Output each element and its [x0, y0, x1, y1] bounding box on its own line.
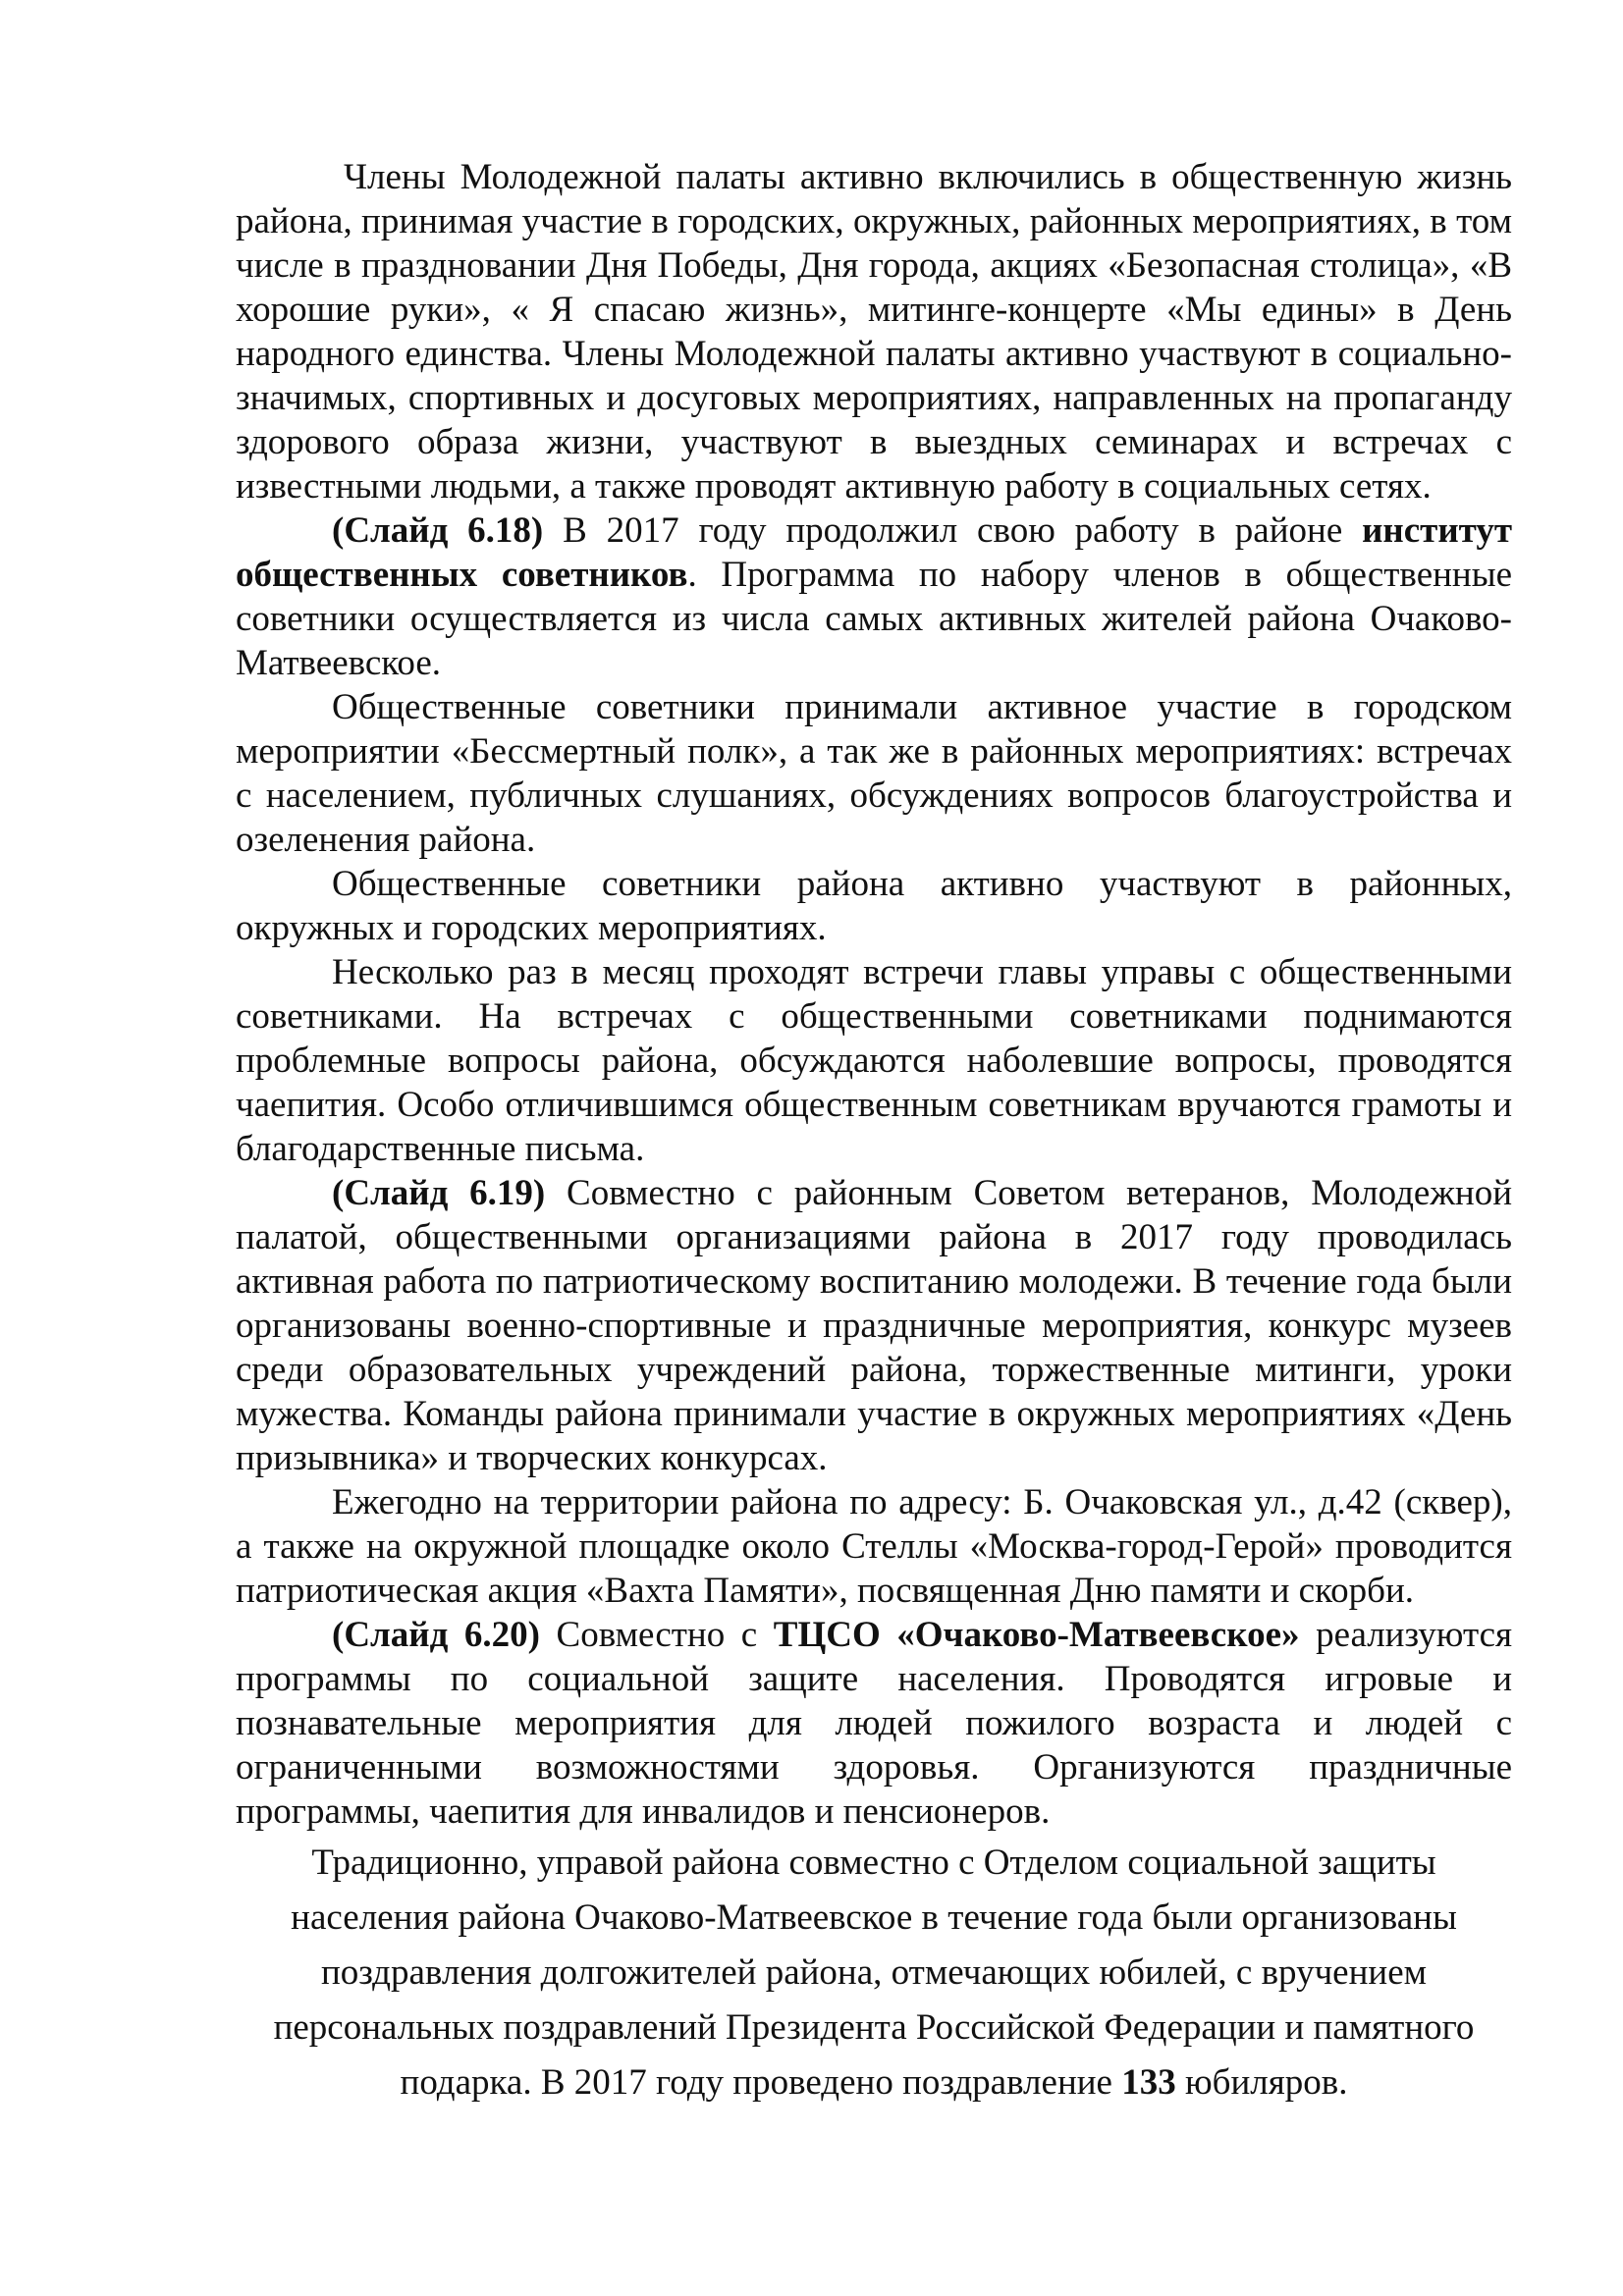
highlighted-number: 133: [1121, 2062, 1176, 2103]
paragraph-slide-6-18: [236, 508, 1512, 685]
paragraph-text: Общественные советники района активно участвуют в районных, окружных и городских мероприятиях.: [236, 864, 1512, 948]
paragraph-long-livers-congratulations: [236, 1836, 1512, 2110]
paragraph-slide-6-20: [236, 1613, 1512, 1834]
paragraph-youth-chamber: [236, 155, 1512, 508]
paragraph-slide-6-19: [236, 1171, 1512, 1480]
paragraph-advisors-meetings: [236, 950, 1512, 1171]
paragraph-text: Ежегодно на территории района по адресу: Б. Очаковская ул., д.42 (сквер), а также на окружной площадке около Стеллы «Москва-город-Герой» проводится патриотическая акция «Вахта Памяти», посвященная Дню памяти и скорби.: [236, 1482, 1512, 1611]
paragraph-text: Совместно с районным Советом ветеранов, Молодежной палатой, общественными организациями района в 2017 году проводилась активная работа по патриотическому воспитанию молодежи. В течение года были организованы военно-спортивные и праздничные мероприятия, конкурс музеев среди образовательных учреждений района, торжественные митинги, уроки мужества. Команды района принимали участие в окружных мероприятиях «День призывника» и творческих конкурсах.: [236, 1173, 1512, 1478]
paragraph-text: реализуются программы по социальной защите населения. Проводятся игровые и познавательные мероприятия для людей пожилого возраста и людей с ограниченными возможностями здоровья. Организуются праздничные программы, чаепития для инвалидов и пенсионеров.: [236, 1615, 1513, 1832]
slide-reference: (Слайд 6.20): [332, 1615, 540, 1655]
paragraph-text: Общественные советники принимали активное участие в городском мероприятии «Бессмертный полк», а так же в районных мероприятиях: встречах с населением, публичных слушаниях, обсуждениях вопросов благоустройства и озеленения района.: [236, 687, 1512, 860]
slide-reference: (Слайд 6.19): [332, 1173, 546, 1213]
highlighted-term: ТЦСО «Очаково-Матвеевское»: [773, 1615, 1300, 1655]
paragraph-text: Несколько раз в месяц проходят встречи главы управы с общественными советниками. На встречах с общественными советниками поднимаются проблемные вопросы района, обсуждаются наболевшие вопросы, проводятся чаепития. Особо отличившимся общественным советникам вручаются грамоты и благодарственные письма.: [236, 952, 1512, 1169]
paragraph-text: . Программа по набору членов в общественные советники осуществляется из числа самых активных жителей района Очаково-Матвеевское.: [236, 555, 1512, 683]
paragraph-text: Традиционно, управой района совместно с Отделом социальной защиты населения района Очаково-Матвеевское в течение года были организованы поздравления долгожителей района, отмечающих юбилей, с вручением персональных поздравлений Президента Российской Федерации и памятного подарка. В 2017 году проведено поздравление: [273, 1842, 1475, 2103]
paragraph-advisors-events: [236, 862, 1512, 950]
slide-reference: (Слайд 6.18): [332, 510, 544, 551]
paragraph-text: юбиляров.: [1175, 2062, 1348, 2103]
paragraph-memory-watch: [236, 1480, 1512, 1613]
paragraph-text: Члены Молодежной палаты активно включились в общественную жизнь района, принимая участие в городских, окружных, районных мероприятиях, в том числе в праздновании Дня Победы, Дня города, акциях «Безопасная столица», «В хорошие руки», « Я спасаю жизнь», митинге-концерте «Мы едины» в День народного единства. Члены Молодежной палаты активно участвуют в социально-значимых, спортивных и досуговых мероприятиях, направленных на пропаганду здорового образа жизни, участвуют в выездных семинарах и встречах с известными людьми, а также проводят активную работу в социальных сетях.: [236, 157, 1512, 507]
highlighted-term: институт общественных советников: [236, 510, 1513, 595]
paragraph-text: В 2017 году продолжил свою работу в районе: [543, 510, 1363, 551]
paragraph-advisors-participation: [236, 685, 1512, 862]
document-body: [236, 155, 1512, 2110]
paragraph-text: Совместно с: [539, 1615, 774, 1655]
